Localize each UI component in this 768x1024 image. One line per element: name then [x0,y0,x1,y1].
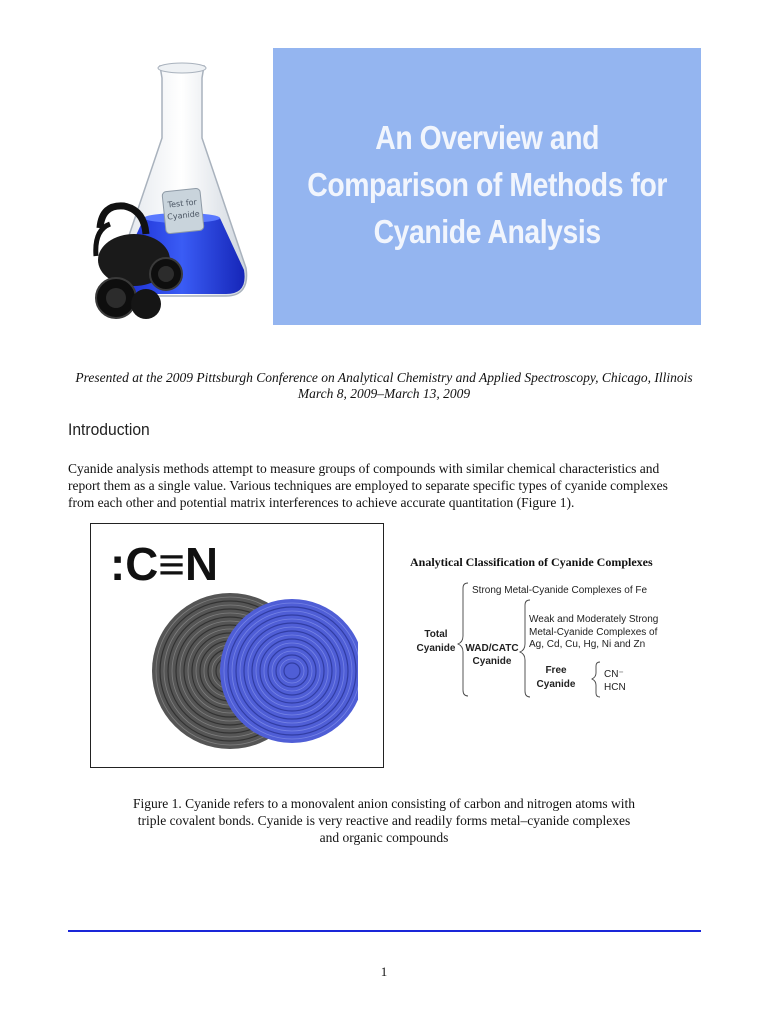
total-cyanide-label-2: Cyanide [416,643,456,654]
caption-line-1: Figure 1. Cyanide refers to a monovalent anion consisting of carbon and nitrogen atoms with [132,796,635,811]
cyanide-ion-label: CN⁻ [604,669,624,680]
free-cyanide-label-1: Free [545,665,567,676]
section-heading: Introduction [68,420,150,439]
strong-complexes-label: Strong Metal-Cyanide Complexes of Fe [472,585,648,596]
venn-diagram [148,590,358,752]
total-cyanide-label-1: Total [424,629,448,640]
flask-label-line1: Test for [167,197,198,210]
weak-complexes-line2: Metal-Cyanide Complexes of [529,627,658,638]
flask-respirator-illustration [88,58,268,328]
wad-cyanide-label-1: WAD/CATC [465,643,519,654]
caption-line-3: and organic compounds [319,830,449,845]
title-line-2: Comparison of Methods for [307,166,667,203]
title-line-1: An Overview and [375,119,599,156]
flask-label-line2: Cyanide [166,209,201,222]
classification-title: Analytical Classification of Cyanide Complexes [410,555,653,569]
title-line-3: Cyanide Analysis [373,213,601,250]
formula-text: :C≡N [110,540,218,586]
free-cyanide-label-2: Cyanide [536,679,576,690]
title-panel [273,48,701,325]
hcn-label: HCN [604,682,626,693]
document-title [307,114,667,255]
caption-line-2: triple covalent bonds. Cyanide is very reactive and readily forms metal–cyanide complexes [137,813,631,828]
conference-dates: March 8, 2009–March 13, 2009 [297,386,471,401]
weak-complexes-line3: Ag, Cd, Cu, Hg, Ni and Zn [529,639,646,650]
intro-paragraph: Cyanide analysis methods attempt to measure groups of compounds with similar chemical characteristics and report them as a single value. Various techniques are employed to separate specific types of cyanide complexes from each other and potential matrix interferences to achieve accurate quantitation (Figure 1). [68,461,668,510]
cyanide-formula [110,540,220,586]
page-number: 1 [380,964,388,979]
wad-cyanide-label-2: Cyanide [472,656,512,667]
weak-complexes-line1: Weak and Moderately Strong [529,614,659,625]
conference-line: Presented at the 2009 Pittsburgh Conference on Analytical Chemistry and Applied Spectroscopy, Chicago, Illinois [75,370,693,385]
footer-rule [68,930,701,932]
figure-caption [110,795,658,846]
